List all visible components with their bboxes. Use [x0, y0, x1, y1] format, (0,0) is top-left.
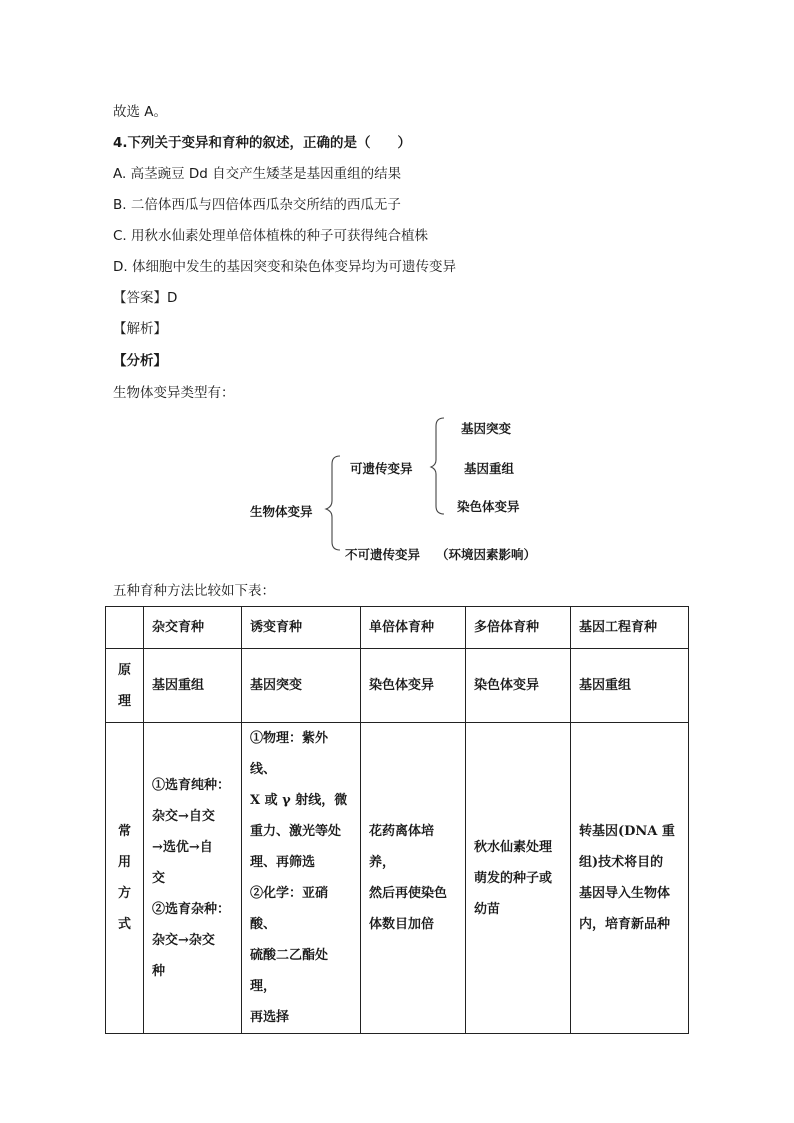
header-genetic-engineering: 基因工程育种: [571, 607, 689, 649]
diagram-child-recombination: 基因重组: [464, 461, 515, 476]
option-a: A. 高茎豌豆 Dd 自交产生矮茎是基因重组的结果: [113, 166, 402, 182]
heritable-brace: [431, 418, 444, 514]
header-mutation: 诱变育种: [242, 607, 361, 649]
answer-value: D: [167, 290, 178, 306]
diagram-child-mutation: 基因突变: [461, 421, 512, 436]
diagram-non-heritable: 不可遗传变异: [345, 547, 421, 562]
analysis-tag: 【解析】: [113, 321, 167, 337]
diagram-heritable: 可遗传变异: [350, 461, 413, 476]
method-row: [106, 723, 689, 1034]
option-c: C. 用秋水仙素处理单倍体植株的种子可获得纯合植株: [113, 228, 429, 244]
principle-row: [106, 649, 689, 723]
option-d: D. 体细胞中发生的基因突变和染色体变异均为可遗传变异: [113, 259, 456, 275]
answer-tag: 【答案】: [113, 290, 167, 306]
method-mutation: ①物理：紫外线、 X 或 γ 射线，微 重力、激光等处 理、再筛选 ②化学：亚硝酸、 硫酸二乙酯处理， 再选择: [242, 723, 361, 1034]
option-b: B. 二倍体西瓜与四倍体西瓜杂交所结的西瓜无子: [113, 197, 401, 213]
principle-label: 原 理: [106, 649, 144, 723]
table-corner: [106, 607, 144, 649]
method-hybrid: ①选育纯种： 杂交→自交 →选优→自 交 ②选育杂种： 杂交→杂交 种: [144, 723, 242, 1034]
diagram-non-heritable-note: （环境因素影响）: [436, 547, 537, 562]
header-hybrid: 杂交育种: [144, 607, 242, 649]
principle-haploid: 染色体变异: [361, 649, 466, 723]
intro-line: 故选 A。: [113, 104, 168, 120]
question-stem: 4.下列关于变异和育种的叙述，正确的是（ ）: [113, 135, 412, 151]
diagram-root: 生物体变异: [250, 504, 313, 519]
header-haploid: 单倍体育种: [361, 607, 466, 649]
table-header-row: [106, 607, 689, 649]
table-intro: 五种育种方法比较如下表：: [113, 583, 275, 599]
breeding-table: [105, 606, 689, 1034]
answer-line: [113, 289, 177, 307]
variation-intro: 生物体变异类型有：: [113, 385, 235, 401]
method-polyploid: 秋水仙素处理 萌发的种子或 幼苗: [466, 723, 571, 1034]
fenxi-tag: 【分析】: [113, 353, 167, 369]
root-brace: [326, 456, 340, 550]
principle-mutation: 基因突变: [242, 649, 361, 723]
principle-genetic-engineering: 基因重组: [571, 649, 689, 723]
principle-polyploid: 染色体变异: [466, 649, 571, 723]
header-polyploid: 多倍体育种: [466, 607, 571, 649]
method-genetic-engineering: 转基因(DNA 重 组)技术将目的 基因导入生物体 内，培育新品种: [571, 723, 689, 1034]
method-label: 常 用 方 式: [106, 723, 144, 1034]
principle-hybrid: 基因重组: [144, 649, 242, 723]
method-haploid: 花药离体培养， 然后再使染色 体数目加倍: [361, 723, 466, 1034]
diagram-child-chromosome: 染色体变异: [457, 499, 520, 514]
